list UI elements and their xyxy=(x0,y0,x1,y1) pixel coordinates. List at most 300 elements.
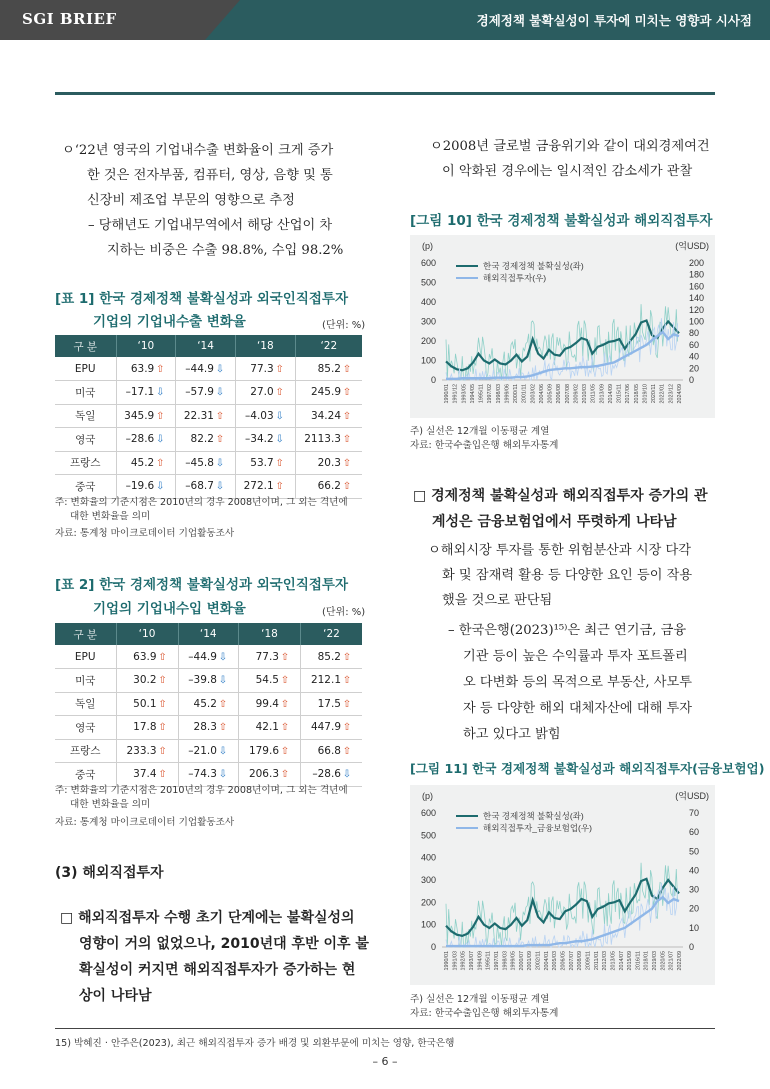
arrow-up-icon: ⇧ xyxy=(342,651,352,663)
text-line: ㅇ‘22년 영국의 기업내수출 변화율이 크게 증가 xyxy=(62,143,334,158)
row-label: 프랑스 xyxy=(55,739,116,763)
text-line: 한 것은 전자부품, 컴퓨터, 영상, 음향 및 통 xyxy=(87,168,333,183)
table-cell xyxy=(116,357,176,381)
arrow-up-icon: ⇧ xyxy=(156,363,165,375)
x-tick-label: 2011/05 xyxy=(590,384,597,404)
x-tick-label: 2009/11 xyxy=(585,951,592,971)
cell-value: 27.0 xyxy=(250,386,274,399)
y-right-tick: 180 xyxy=(689,269,705,280)
table-cell xyxy=(238,669,300,693)
arrow-up-icon: ⇧ xyxy=(342,434,352,446)
cell-value: 20.3 xyxy=(317,456,341,469)
arrow-down-icon: ⇩ xyxy=(218,675,228,687)
x-tick-label: 2006/08 xyxy=(556,384,563,404)
y-left-tick: 200 xyxy=(420,336,436,346)
cell-value: –21.0 xyxy=(188,744,217,757)
x-tick-label: 1999/05 xyxy=(510,951,517,971)
table-cell xyxy=(235,451,295,475)
arrow-down-icon: ⇩ xyxy=(215,363,225,375)
arrow-up-icon: ⇧ xyxy=(342,722,352,734)
table-cell xyxy=(235,381,295,405)
table-row xyxy=(55,404,362,428)
cell-value: –39.8 xyxy=(188,674,217,687)
text-line: 기관 등이 높은 수익률과 투자 포트폴리 xyxy=(463,649,688,664)
x-tick-label: 2000/11 xyxy=(513,384,520,404)
arrow-down-icon: ⇩ xyxy=(215,481,225,493)
x-tick-label: 1999/06 xyxy=(504,384,511,404)
table-cell xyxy=(295,451,362,475)
table-cell xyxy=(295,475,362,499)
brand-label: SGI BRIEF xyxy=(22,10,117,28)
figure11-source: 자료: 한국수출입은행 해외투자통계 xyxy=(410,1008,559,1019)
x-tick-label: 2024/09 xyxy=(677,384,683,404)
table2-note-1: 주: 변화율의 기준시점은 2010년의 경우 2008년이며, 그 외는 격년에 xyxy=(55,785,348,796)
y-right-tick: 0 xyxy=(689,375,695,385)
y-left-tick: 200 xyxy=(420,897,436,908)
text-line: 오 다변화 등의 목적으로 부동산, 사모투 xyxy=(463,675,692,690)
table-row xyxy=(55,428,362,452)
cell-value: –28.6 xyxy=(125,433,155,446)
x-tick-label: 2022/09 xyxy=(677,951,683,971)
table-row xyxy=(55,475,362,499)
x-tick-label: 2023/12 xyxy=(668,384,675,404)
table1-note-2: 대한 변화율을 의미 xyxy=(70,511,151,522)
table-cell xyxy=(116,739,178,763)
left-para-1 xyxy=(62,138,333,213)
y-right-tick: 70 xyxy=(689,808,700,818)
cell-value: –44.9 xyxy=(188,650,217,663)
figure10-title: [그림 10] 한국 경제정책 불확실성과 해외직접투자 xyxy=(410,213,713,229)
arrow-up-icon: ⇧ xyxy=(158,651,167,663)
x-tick-label: 1994/05 xyxy=(469,384,476,404)
y-left-tick: 0 xyxy=(430,375,436,385)
arrow-up-icon: ⇧ xyxy=(342,410,352,422)
row-label: 영국 xyxy=(55,428,116,452)
y-left-tick: 500 xyxy=(420,830,436,841)
arrow-up-icon: ⇧ xyxy=(156,457,165,469)
x-tick-label: 2012/03 xyxy=(602,951,609,971)
col-header: ‘18 xyxy=(238,623,300,645)
cell-value: 34.24 xyxy=(310,409,341,422)
row-label: 중국 xyxy=(55,475,116,499)
x-tick-label: 2006/05 xyxy=(560,951,567,971)
table-cell xyxy=(238,692,300,716)
y-left-tick: 300 xyxy=(420,316,436,327)
text-line: 신장비 제조업 부문의 영향으로 추정 xyxy=(87,193,295,208)
cell-value: 37.4 xyxy=(133,768,157,781)
arrow-up-icon: ⇧ xyxy=(275,481,284,493)
arrow-up-icon: ⇧ xyxy=(158,722,167,734)
table-cell xyxy=(301,669,363,693)
cell-value: 17.8 xyxy=(133,721,157,734)
row-label: 미국 xyxy=(55,381,116,405)
y-right-tick: 40 xyxy=(689,865,700,876)
arrow-up-icon: ⇧ xyxy=(158,675,167,687)
cell-value: 22.31 xyxy=(183,409,214,422)
cell-value: 82.2 xyxy=(190,433,214,446)
arrow-up-icon: ⇧ xyxy=(342,698,352,710)
footnote-rule xyxy=(55,1028,715,1029)
table-cell xyxy=(238,716,300,740)
x-tick-label: 2005/09 xyxy=(547,384,554,404)
table-cell xyxy=(295,381,362,405)
x-tick-label: 2005/03 xyxy=(552,951,559,971)
legend-label: 해외직접투자_금융보험업(우) xyxy=(483,823,592,833)
table-cell xyxy=(301,716,363,740)
table-cell xyxy=(176,381,236,405)
text-line: 자 등 다양한 해외 대체자산에 대해 투자 xyxy=(463,701,692,716)
cell-value: 28.3 xyxy=(193,721,217,734)
x-tick-label: 2014/07 xyxy=(618,951,625,971)
text-line: 계성은 금융보험업에서 뚜렷하게 나타남 xyxy=(432,514,677,530)
table-cell xyxy=(235,404,295,428)
text-line: – 한국은행(2023)¹⁵⁾은 최근 연기금, 금융 xyxy=(448,623,687,638)
figure11-note: 주) 실선은 12개월 이동평균 계열 xyxy=(410,994,550,1005)
table-cell xyxy=(235,428,295,452)
text-line: 화 및 잠재력 활용 등 다양한 요인 등이 작용 xyxy=(442,568,693,583)
table-row xyxy=(55,451,362,475)
x-tick-label: 1995/11 xyxy=(478,384,485,404)
table-cell xyxy=(295,428,362,452)
x-tick-label: 1991/12 xyxy=(452,384,459,404)
y-left-label: (p) xyxy=(422,791,433,801)
chart-svg xyxy=(410,785,715,985)
col-header: 구 분 xyxy=(55,623,116,645)
x-tick-label: 2019/03 xyxy=(652,951,659,971)
table1-note-1: 주: 변화율의 기준시점은 2010년의 경우 2008년이며, 그 외는 격년에 xyxy=(55,497,348,508)
cell-value: –57.9 xyxy=(185,386,214,399)
cell-value: –45.8 xyxy=(185,456,214,469)
text-line: 확실성이 커지면 해외직접투자가 증가하는 현 xyxy=(79,962,356,978)
table-cell xyxy=(235,475,295,499)
x-tick-label: 2008/09 xyxy=(577,951,584,971)
cell-value: –19.6 xyxy=(125,480,155,493)
table-row xyxy=(55,381,362,405)
x-tick-label: 2001/11 xyxy=(521,384,528,404)
arrow-up-icon: ⇧ xyxy=(342,675,352,687)
arrow-up-icon: ⇧ xyxy=(275,457,284,469)
table-row xyxy=(55,669,362,693)
right-para-1 xyxy=(430,134,710,184)
cell-value: 272.1 xyxy=(243,480,274,493)
table2-note-2: 대한 변화율을 의미 xyxy=(70,799,151,810)
text-line: 이 악화된 경우에는 일시적인 감소세가 관찰 xyxy=(442,164,693,179)
cell-value: 63.9 xyxy=(130,362,155,375)
series-line xyxy=(446,879,679,936)
arrow-up-icon: ⇧ xyxy=(158,769,167,781)
table-cell xyxy=(116,404,176,428)
cell-value: 212.1 xyxy=(310,674,341,687)
table-cell xyxy=(178,645,238,669)
cell-value: 85.2 xyxy=(317,362,341,375)
table-cell xyxy=(176,357,236,381)
table-row xyxy=(55,357,362,381)
arrow-up-icon: ⇧ xyxy=(280,698,290,710)
y-left-tick: 0 xyxy=(430,942,436,952)
x-tick-label: 2019/10 xyxy=(642,384,649,404)
cell-value: 179.6 xyxy=(248,744,279,757)
arrow-up-icon: ⇧ xyxy=(156,410,165,422)
x-tick-label: 2015/11 xyxy=(616,384,623,404)
page-header xyxy=(0,0,770,40)
text-line: □ 경제정책 불확실성과 해외직접투자 증가의 관 xyxy=(413,488,708,504)
table-cell xyxy=(301,763,363,787)
x-tick-label: 2001/09 xyxy=(527,951,534,971)
y-left-tick: 300 xyxy=(420,875,436,885)
text-line: 지하는 비중은 수출 98.8%, 수입 98.2% xyxy=(107,243,344,258)
right-bullet xyxy=(413,483,708,535)
row-label: 미국 xyxy=(55,669,116,693)
x-tick-label: 2018/01 xyxy=(643,951,650,971)
series-raw-line xyxy=(446,863,678,947)
cell-value: –17.1 xyxy=(125,386,155,399)
cell-value: 345.9 xyxy=(124,409,155,422)
y-right-label: (억USD) xyxy=(675,241,709,251)
text-line: 하고 있다고 밝힘 xyxy=(463,727,561,742)
arrow-down-icon: ⇩ xyxy=(218,651,228,663)
cell-value: 2113.3 xyxy=(304,433,341,446)
arrow-up-icon: ⇧ xyxy=(342,387,352,399)
x-tick-label: 1993/05 xyxy=(461,384,468,404)
table-cell xyxy=(178,763,238,787)
x-tick-label: 1995/11 xyxy=(485,951,492,971)
cell-value: –68.7 xyxy=(185,480,214,493)
table-row xyxy=(55,716,362,740)
table-cell xyxy=(116,645,178,669)
table-cell xyxy=(176,404,236,428)
table1-title-line2: 기업의 기업내수출 변화율 xyxy=(93,314,246,330)
table-cell xyxy=(116,475,176,499)
x-tick-label: 1992/05 xyxy=(460,951,467,971)
x-tick-label: 1994/09 xyxy=(477,951,484,971)
y-right-tick: 10 xyxy=(689,922,700,933)
col-header: ‘14 xyxy=(178,623,238,645)
y-right-tick: 140 xyxy=(689,293,705,304)
table-cell xyxy=(178,716,238,740)
arrow-down-icon: ⇩ xyxy=(275,434,284,446)
table-cell xyxy=(176,451,236,475)
text-line: ㅇ2008년 글로벌 금융위기와 같이 대외경제여건 xyxy=(430,139,710,154)
y-right-label: (억USD) xyxy=(675,791,709,801)
cell-value: 99.4 xyxy=(255,697,279,710)
y-left-label: (p) xyxy=(422,241,433,251)
x-tick-label: 2004/01 xyxy=(543,951,550,971)
table2-title-line2: 기업의 기업내수입 변화율 xyxy=(93,601,246,617)
cell-value: 206.3 xyxy=(248,768,279,781)
table-cell xyxy=(116,428,176,452)
table1-source: 자료: 통계청 마이크로데이터 기업활동조사 xyxy=(55,528,235,539)
col-header: ‘10 xyxy=(116,623,178,645)
x-tick-label: 2011/01 xyxy=(593,951,600,971)
y-right-tick: 0 xyxy=(689,942,695,952)
x-tick-label: 2009/02 xyxy=(573,384,580,404)
cell-value: 30.2 xyxy=(133,674,157,687)
x-tick-label: 2016/11 xyxy=(635,951,642,971)
table1 xyxy=(55,335,362,499)
x-tick-label: 1998/03 xyxy=(495,384,502,404)
table-cell xyxy=(176,428,236,452)
x-tick-label: 2010/03 xyxy=(582,384,589,404)
arrow-down-icon: ⇩ xyxy=(342,769,352,781)
table-cell xyxy=(238,645,300,669)
figure10-note: 주) 실선은 12개월 이동평균 계열 xyxy=(410,426,550,437)
table-cell xyxy=(235,357,295,381)
x-tick-label: 2017/06 xyxy=(625,384,632,404)
x-tick-label: 2013/05 xyxy=(610,951,617,971)
x-tick-label: 2013/09 xyxy=(599,384,606,404)
x-tick-label: 1991/03 xyxy=(452,951,459,971)
arrow-up-icon: ⇧ xyxy=(158,745,167,757)
figure10-chart xyxy=(410,235,715,418)
table-cell xyxy=(116,669,178,693)
arrow-up-icon: ⇧ xyxy=(280,675,290,687)
right-para-2 xyxy=(428,538,692,613)
table2-source: 자료: 통계청 마이크로데이터 기업활동조사 xyxy=(55,817,235,828)
col-header: ‘18 xyxy=(235,335,295,357)
x-tick-label: 2014/09 xyxy=(607,384,614,404)
cell-value: 63.9 xyxy=(133,650,157,663)
figure10-source: 자료: 한국수출입은행 해외투자통계 xyxy=(410,440,559,451)
cell-value: 54.5 xyxy=(255,674,279,687)
footnote: 15) 박혜진 · 안주은(2023), 최근 해외직접투자 증가 배경 및 외환부문에 미치는 영향, 한국은행 xyxy=(55,1038,455,1049)
x-tick-label: 2003/02 xyxy=(530,384,537,404)
x-tick-label: 2015/09 xyxy=(627,951,634,971)
y-right-tick: 20 xyxy=(689,363,700,374)
arrow-up-icon: ⇧ xyxy=(275,387,284,399)
table-cell xyxy=(176,475,236,499)
col-header: ‘22 xyxy=(301,623,363,645)
cell-value: 77.3 xyxy=(250,362,274,375)
cell-value: 45.2 xyxy=(130,456,155,469)
arrow-up-icon: ⇧ xyxy=(218,698,228,710)
x-tick-label: 1998/03 xyxy=(502,951,509,971)
y-right-tick: 160 xyxy=(689,281,705,292)
arrow-up-icon: ⇧ xyxy=(280,769,290,781)
text-line: 영향이 거의 없었으나, 2010년대 후반 이후 불 xyxy=(79,936,369,952)
table1-unit: (단위: %) xyxy=(322,320,366,331)
y-right-tick: 80 xyxy=(689,328,700,339)
arrow-up-icon: ⇧ xyxy=(342,745,352,757)
col-header: ‘22 xyxy=(295,335,362,357)
table-cell xyxy=(301,739,363,763)
y-right-tick: 200 xyxy=(689,258,705,268)
arrow-up-icon: ⇧ xyxy=(280,651,290,663)
table-cell xyxy=(301,645,363,669)
cell-value: –28.6 xyxy=(312,768,341,781)
x-tick-label: 2020/05 xyxy=(660,951,667,971)
x-tick-label: 2002/11 xyxy=(535,951,542,971)
y-right-tick: 60 xyxy=(689,339,700,350)
right-para-3 xyxy=(448,618,692,748)
legend-label: 한국 경제정책 불확실성(좌) xyxy=(483,811,584,821)
cell-value: 85.2 xyxy=(317,650,341,663)
y-right-tick: 40 xyxy=(689,351,700,362)
col-header: 구 분 xyxy=(55,335,116,357)
table-row xyxy=(55,763,362,787)
x-tick-label: 2007/08 xyxy=(564,384,571,404)
table-cell xyxy=(238,763,300,787)
table2-unit: (단위: %) xyxy=(322,607,366,618)
table-cell xyxy=(116,451,176,475)
table-cell xyxy=(116,716,178,740)
cell-value: 245.9 xyxy=(310,386,341,399)
document-title: 경제정책 불확실성이 투자에 미치는 영향과 시사점 xyxy=(476,13,752,28)
cell-value: 447.9 xyxy=(310,721,341,734)
cell-value: 66.8 xyxy=(317,744,341,757)
arrow-up-icon: ⇧ xyxy=(218,722,228,734)
text-line: 했을 것으로 판단됨 xyxy=(442,593,553,608)
cell-value: 53.7 xyxy=(250,456,274,469)
cell-value: 233.3 xyxy=(126,744,157,757)
table2-title-line1: [표 2] 한국 경제정책 불확실성과 외국인직접투자 xyxy=(55,577,349,593)
row-label: EPU xyxy=(55,645,116,669)
figure11-title: [그림 11] 한국 경제정책 불확실성과 해외직접투자(금융보험업) xyxy=(410,761,765,776)
arrow-down-icon: ⇩ xyxy=(218,769,228,781)
arrow-up-icon: ⇧ xyxy=(215,410,225,422)
cell-value: –4.03 xyxy=(245,409,274,422)
table2 xyxy=(55,623,362,787)
row-label: 독일 xyxy=(55,404,116,428)
text-line: 상이 나타남 xyxy=(79,988,152,1004)
left-bullet xyxy=(60,905,369,1009)
cell-value: –34.2 xyxy=(245,433,274,446)
table-cell xyxy=(178,669,238,693)
table-cell xyxy=(295,404,362,428)
col-header: ‘14 xyxy=(176,335,236,357)
arrow-up-icon: ⇧ xyxy=(342,363,352,375)
x-tick-label: 2018/05 xyxy=(633,384,640,404)
chart-svg xyxy=(410,235,715,418)
x-tick-label: 2000/07 xyxy=(518,951,525,971)
x-tick-label: 1993/07 xyxy=(468,951,475,971)
arrow-down-icon: ⇩ xyxy=(215,457,225,469)
cell-value: 42.1 xyxy=(255,721,279,734)
cell-value: 50.1 xyxy=(133,697,157,710)
cell-value: 45.2 xyxy=(193,697,217,710)
table-row xyxy=(55,645,362,669)
x-tick-label: 1990/01 xyxy=(444,384,450,404)
page-number: – 6 – xyxy=(372,1055,398,1068)
table-cell xyxy=(116,692,178,716)
y-right-tick: 50 xyxy=(689,846,700,857)
arrow-down-icon: ⇩ xyxy=(275,410,284,422)
text-line: □ 해외직접투자 수행 초기 단계에는 불확실성의 xyxy=(60,910,355,926)
table-cell xyxy=(178,739,238,763)
x-tick-label: 2007/07 xyxy=(568,951,575,971)
text-line: – 당해년도 기업내무역에서 해당 산업이 차 xyxy=(88,218,333,233)
arrow-down-icon: ⇩ xyxy=(156,387,165,399)
arrow-up-icon: ⇧ xyxy=(158,698,167,710)
x-tick-label: 2021/07 xyxy=(668,951,675,971)
y-left-tick: 600 xyxy=(420,808,436,818)
y-right-tick: 30 xyxy=(689,884,700,895)
row-label: EPU xyxy=(55,357,116,381)
cell-value: 66.2 xyxy=(317,480,341,493)
cell-value: –74.3 xyxy=(188,768,217,781)
arrow-up-icon: ⇧ xyxy=(280,745,290,757)
left-para-2 xyxy=(88,213,343,263)
table-cell xyxy=(238,739,300,763)
section-heading: (3) 해외직접투자 xyxy=(55,865,164,881)
x-tick-label: 2020/11 xyxy=(651,384,658,404)
row-label: 중국 xyxy=(55,763,116,787)
y-right-tick: 20 xyxy=(689,903,700,914)
arrow-down-icon: ⇩ xyxy=(156,434,165,446)
y-right-tick: 60 xyxy=(689,827,700,838)
y-left-tick: 100 xyxy=(420,919,436,930)
row-label: 독일 xyxy=(55,692,116,716)
y-right-tick: 120 xyxy=(689,304,705,315)
